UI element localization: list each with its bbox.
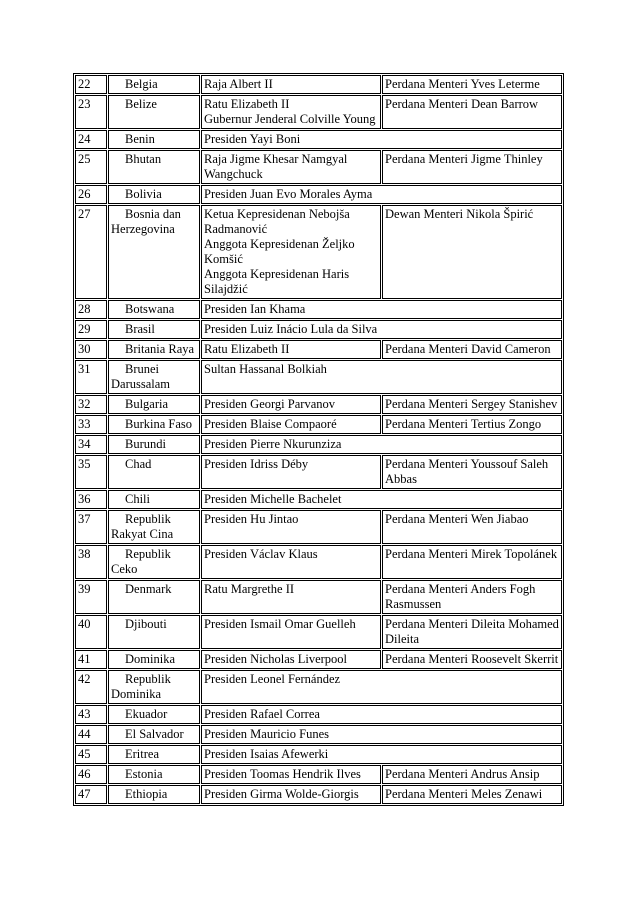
table-row [75, 765, 562, 784]
head-of-government-cell: Perdana Menteri Dileita Mohamed Dileita [382, 615, 562, 649]
head-of-state-cell: Presiden Idriss Déby [201, 455, 381, 489]
table-row [75, 300, 562, 319]
table-row [75, 650, 562, 669]
country-cell: Republik Ceko [108, 545, 200, 579]
country-cell: Dominika [108, 650, 200, 669]
row-number-cell: 42 [75, 670, 107, 704]
head-of-state-cell: Presiden Isaias Afewerki [201, 745, 562, 764]
row-number-cell: 24 [75, 130, 107, 149]
head-of-state-cell: Presiden Yayi Boni [201, 130, 562, 149]
table-row [75, 725, 562, 744]
head-of-government-cell: Perdana Menteri Andrus Ansip [382, 765, 562, 784]
row-number-cell: 44 [75, 725, 107, 744]
country-cell: El Salvador [108, 725, 200, 744]
head-of-state-cell: Presiden Václav Klaus [201, 545, 381, 579]
row-number-cell: 38 [75, 545, 107, 579]
head-of-government-cell: Perdana Menteri Youssouf Saleh Abbas [382, 455, 562, 489]
country-cell: Chili [108, 490, 200, 509]
head-of-government-cell: Perdana Menteri Wen Jiabao [382, 510, 562, 544]
head-of-government-cell: Perdana Menteri Sergey Stanishev [382, 395, 562, 414]
table-row [75, 95, 562, 129]
head-of-state-cell: Raja Jigme Khesar Namgyal Wangchuck [201, 150, 381, 184]
country-cell: Djibouti [108, 615, 200, 649]
country-cell: Ethiopia [108, 785, 200, 804]
head-of-government-cell: Dewan Menteri Nikola Špirić [382, 205, 562, 299]
head-of-state-cell: Presiden Leonel Fernández [201, 670, 562, 704]
country-cell: Burundi [108, 435, 200, 454]
row-number-cell: 46 [75, 765, 107, 784]
country-cell: Chad [108, 455, 200, 489]
row-number-cell: 34 [75, 435, 107, 454]
table-row [75, 705, 562, 724]
row-number-cell: 30 [75, 340, 107, 359]
table-row [75, 75, 562, 94]
country-cell: Eritrea [108, 745, 200, 764]
row-number-cell: 31 [75, 360, 107, 394]
head-of-government-cell: Perdana Menteri Mirek Topolánek [382, 545, 562, 579]
country-cell: Bulgaria [108, 395, 200, 414]
table-row [75, 670, 562, 704]
table-row [75, 615, 562, 649]
country-cell: Benin [108, 130, 200, 149]
table-row [75, 745, 562, 764]
table-row [75, 455, 562, 489]
table-row [75, 395, 562, 414]
head-of-state-cell: Presiden Ismail Omar Guelleh [201, 615, 381, 649]
head-of-government-cell: Perdana Menteri Tertius Zongo [382, 415, 562, 434]
country-cell: Brasil [108, 320, 200, 339]
row-number-cell: 36 [75, 490, 107, 509]
table-row [75, 545, 562, 579]
row-number-cell: 47 [75, 785, 107, 804]
row-number-cell: 23 [75, 95, 107, 129]
country-cell: Ekuador [108, 705, 200, 724]
head-of-state-cell: Presiden Georgi Parvanov [201, 395, 381, 414]
head-of-state-cell: Ketua Kepresidenan Nebojša Radmanović Anggota Kepresidenan Željko Komšić Anggota Kepresidenan Haris Silajdžić [201, 205, 381, 299]
row-number-cell: 43 [75, 705, 107, 724]
table-row [75, 510, 562, 544]
table-row [75, 185, 562, 204]
country-cell: Burkina Faso [108, 415, 200, 434]
head-of-state-cell: Ratu Elizabeth II [201, 340, 381, 359]
country-cell: Denmark [108, 580, 200, 614]
table-body [75, 75, 562, 804]
head-of-government-cell: Perdana Menteri David Cameron [382, 340, 562, 359]
row-number-cell: 29 [75, 320, 107, 339]
country-cell: Botswana [108, 300, 200, 319]
head-of-state-cell: Presiden Rafael Correa [201, 705, 562, 724]
row-number-cell: 35 [75, 455, 107, 489]
head-of-government-cell: Perdana Menteri Dean Barrow [382, 95, 562, 129]
head-of-state-cell: Sultan Hassanal Bolkiah [201, 360, 562, 394]
head-of-government-cell: Perdana Menteri Roosevelt Skerrit [382, 650, 562, 669]
row-number-cell: 27 [75, 205, 107, 299]
head-of-state-cell: Presiden Nicholas Liverpool [201, 650, 381, 669]
head-of-state-cell: Presiden Girma Wolde-Giorgis [201, 785, 381, 804]
row-number-cell: 41 [75, 650, 107, 669]
table-row [75, 580, 562, 614]
row-number-cell: 37 [75, 510, 107, 544]
document-page [73, 73, 564, 806]
table-row [75, 340, 562, 359]
table-row [75, 320, 562, 339]
country-cell: Belize [108, 95, 200, 129]
head-of-government-cell: Perdana Menteri Anders Fogh Rasmussen [382, 580, 562, 614]
country-cell: Belgia [108, 75, 200, 94]
head-of-state-cell: Presiden Michelle Bachelet [201, 490, 562, 509]
head-of-state-cell: Presiden Mauricio Funes [201, 725, 562, 744]
country-cell: Bhutan [108, 150, 200, 184]
row-number-cell: 28 [75, 300, 107, 319]
table-row [75, 360, 562, 394]
head-of-state-cell: Presiden Hu Jintao [201, 510, 381, 544]
table-row [75, 435, 562, 454]
country-cell: Bosnia dan Herzegovina [108, 205, 200, 299]
head-of-state-cell: Raja Albert II [201, 75, 381, 94]
row-number-cell: 39 [75, 580, 107, 614]
country-cell: Republik Dominika [108, 670, 200, 704]
row-number-cell: 22 [75, 75, 107, 94]
head-of-state-cell: Ratu Elizabeth II Gubernur Jenderal Colville Young [201, 95, 381, 129]
head-of-state-cell: Presiden Toomas Hendrik Ilves [201, 765, 381, 784]
table-row [75, 205, 562, 299]
country-cell: Bolivia [108, 185, 200, 204]
table-row [75, 130, 562, 149]
head-of-state-cell: Presiden Blaise Compaoré [201, 415, 381, 434]
row-number-cell: 32 [75, 395, 107, 414]
row-number-cell: 33 [75, 415, 107, 434]
row-number-cell: 25 [75, 150, 107, 184]
row-number-cell: 45 [75, 745, 107, 764]
row-number-cell: 40 [75, 615, 107, 649]
table-row [75, 490, 562, 509]
head-of-state-cell: Ratu Margrethe II [201, 580, 381, 614]
head-of-government-cell: Perdana Menteri Meles Zenawi [382, 785, 562, 804]
head-of-state-cell: Presiden Ian Khama [201, 300, 562, 319]
country-cell: Britania Raya [108, 340, 200, 359]
head-of-state-cell: Presiden Juan Evo Morales Ayma [201, 185, 562, 204]
leaders-table [73, 73, 564, 806]
row-number-cell: 26 [75, 185, 107, 204]
head-of-government-cell: Perdana Menteri Yves Leterme [382, 75, 562, 94]
head-of-state-cell: Presiden Luiz Inácio Lula da Silva [201, 320, 562, 339]
table-row [75, 150, 562, 184]
head-of-state-cell: Presiden Pierre Nkurunziza [201, 435, 562, 454]
table-row [75, 415, 562, 434]
table-row [75, 785, 562, 804]
head-of-government-cell: Perdana Menteri Jigme Thinley [382, 150, 562, 184]
country-cell: Estonia [108, 765, 200, 784]
country-cell: Republik Rakyat Cina [108, 510, 200, 544]
country-cell: Brunei Darussalam [108, 360, 200, 394]
